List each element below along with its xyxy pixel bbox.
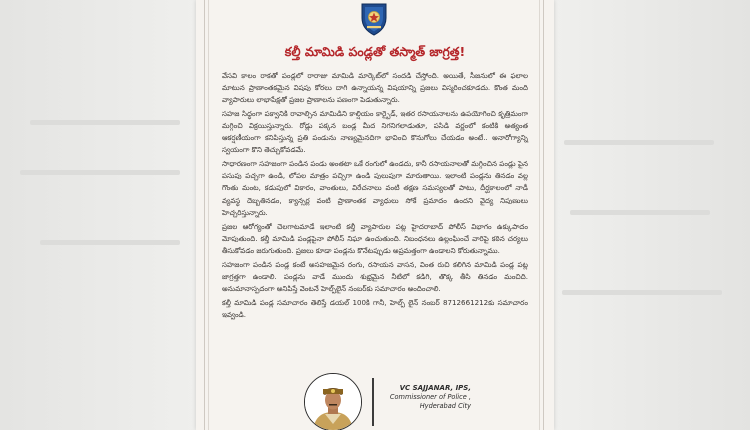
background-left: [0, 0, 196, 430]
paragraph: ప్రజల ఆరోగ్యంతో చెలగాటమాడే ఇలాంటి కల్తీ వ్యాపారుల పట్ల హైదరాబాద్ పోలీస్ విభాగం ఉక్కుపాదం మోపుతుంది. కల్తీ మామిడి పండ్లపైనా పోలీస్ నిఘా ఉంచుతుంది. నిబంధనలు ఉల్లంఘించే వారిపై కఠిన చర్యలు తీసుకోవడం జరుగుతుంది. ప్రజలు కూడా పండ్లను కొనేటప్పుడు అప్రమత్తంగా ఉండాలని కోరుతున్నాము.: [222, 221, 528, 255]
paragraph: కల్తీ మామిడి పండ్ల సమాచారం తెలిస్తే డయల్ 100కి గానీ, హెల్ప్ లైన్ నంబర్ 8712661212కు సమాచారం ఇవ్వండి.: [222, 297, 528, 319]
police-emblem-icon: [358, 2, 390, 36]
background-blur: [564, 140, 714, 145]
background-blur: [570, 210, 710, 215]
signatory-role: Commissioner of Police ,: [389, 393, 471, 401]
background-right: [554, 0, 750, 430]
background-blur: [30, 120, 180, 125]
paragraph: సహజ సిద్ధంగా పక్వానికి రావాల్సిన మామిడిని కాల్షియం కార్బైడ్, ఇతర రసాయనాలను ఉపయోగించి కృత్రిమంగా మగ్గించి విక్రయిస్తున్నారు. రోడ్లు పక్కన బండ్ల మీద నిగనిగలాడుతూ, పసిడి వర్ణంలో కంటికి అత్యంత ఆకర్షణీయంగా కనిపిస్తున్న ప్రతి పండును నాణ్యమైనదిగా భావించి కొనుగోలు చేయడం అంటే.. అనారోగ్యాన్ని స్వయంగా కొని తెచ్చుకోవడమే.: [222, 109, 528, 155]
signature-block: [381, 384, 471, 411]
page-title: కల్తీ మామిడి పండ్లతో తస్మాత్ జాగ్రత్త!: [284, 44, 466, 59]
background-blur: [40, 240, 180, 245]
officer-portrait-icon: [304, 373, 362, 430]
signature-divider: [372, 378, 374, 426]
background-blur: [562, 290, 722, 295]
paragraph: సాధారణంగా సహజంగా పండిన పండు అంతటా ఒకే రంగులో ఉండదు, కానీ రసాయనాలతో మగ్గించిన పండ్లు పైన పసుపు పచ్చగా ఉండి, లోపల మాత్రం పచ్చిగా ఉండి పులుపుగా మారుతాయి. ఇలాంటి పండ్లను తినడం వల్ల గొంతు మంట, కడుపులో వికారం, వాంతులు, విరేచనాలు వంటి తక్షణ సమస్యలతో పాటు, దీర్ఘకాలంలో నాడీ వ్యవస్థ దెబ్బతినడం, క్యాన్సర్ల వంటి ప్రాణాంతక వ్యాధులు సోకే ప్రమాదం ఉందని వైద్య నిపుణులు హెచ్చరిస్తున్నారు.: [222, 159, 528, 217]
document-body: [222, 70, 528, 323]
signatory-city: Hyderabad City: [419, 402, 471, 410]
paragraph: సహజంగా పండిన పండ్ల కంటే అసహజమైన రంగు, రసాయన వాసన, వింత రుచి కలిగిన మామిడి పండ్ల పట్ల జాగ్రత్తగా ఉండాలి. పండ్లను వాడే ముందు శుభ్రమైన నీటిలో కడిగి, తొక్క తీసి తినడం మంచిది. అనుమానాస్పదంగా అనిపిస్తే వెంటనే హెల్ప్‌లైన్ నంబర్‌కు సమాచారం అందించాలి.: [222, 259, 528, 293]
signatory-name: VC SAJJANAR, IPS,: [399, 384, 471, 392]
press-note-document: [196, 0, 554, 430]
background-blur: [20, 170, 180, 175]
paragraph: వేసవి కాలం రాకతో పండ్లలో రారాజు మామిడి మార్కెట్‌లో సందడి చేస్తోంది. అయితే, సీజనులో ఈ ఫలాల మాటున ప్రాణాంతకమైన విషపు కోరలు దాగి ఉన్నాయన్న విషయాన్ని ప్రజలు విస్మరించకూడదు. కొంత మంది వ్యాపారులు లాభాపేక్షతో ప్రజల ప్రాణాలను పణంగా పెడుతున్నారు.: [222, 71, 528, 105]
